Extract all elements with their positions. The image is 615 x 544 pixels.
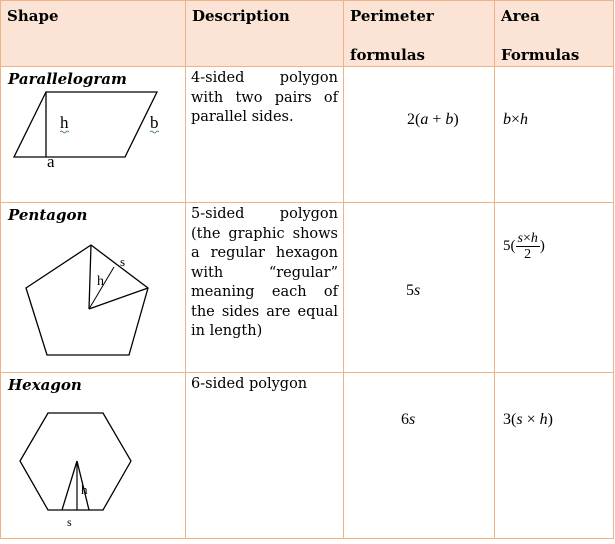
- perimeter-formula: 5s: [406, 282, 421, 299]
- area-formula: 3(s × h): [503, 411, 553, 428]
- shape-name: Hexagon: [8, 376, 82, 394]
- area-formula: b×h: [503, 111, 529, 128]
- pentagon-diagram: [1, 224, 185, 369]
- description-cell: 6-sided polygon: [186, 373, 344, 539]
- perimeter-formula: 6s: [401, 411, 416, 428]
- table-row: [1, 67, 614, 203]
- label-s: s: [120, 254, 126, 269]
- header-row: [1, 1, 614, 67]
- label-h: h: [97, 274, 104, 289]
- perimeter-cell: [344, 203, 495, 373]
- shape-name: Pentagon: [8, 206, 88, 224]
- label-h: h: [60, 113, 69, 132]
- shape-name: Parallelogram: [8, 70, 127, 88]
- label-h: h: [81, 482, 88, 497]
- table-row: [1, 373, 614, 539]
- header-perimeter: Perimeter formulas: [344, 1, 495, 67]
- label-s: s: [67, 515, 72, 529]
- area-formula: 5( s×h 2 ): [503, 231, 545, 262]
- label-a: a: [47, 152, 55, 171]
- perimeter-formula: 2(a + b): [407, 111, 459, 128]
- label-b: b: [150, 113, 159, 132]
- area-cell: [495, 373, 614, 539]
- perimeter-cell: [344, 67, 495, 203]
- area-cell: [495, 203, 614, 373]
- header-description: Description: [186, 1, 344, 67]
- shape-cell: [1, 373, 186, 539]
- shape-cell: [1, 203, 186, 373]
- header-shape: Shape: [1, 1, 186, 67]
- hexagon-diagram: [1, 394, 185, 534]
- table-row: [1, 203, 614, 373]
- shape-cell: [1, 67, 186, 203]
- description-cell: 4-sided polygon with two pairs of parallel sides.: [186, 67, 344, 203]
- parallelogram-diagram: [1, 88, 185, 198]
- perimeter-cell: [344, 373, 495, 539]
- description-cell: 5-sided polygon (the graphic shows a regular hexagon with “regular” meaning each of the sides are equal in length): [186, 203, 344, 373]
- area-cell: [495, 67, 614, 203]
- header-area: Area Formulas: [495, 1, 614, 67]
